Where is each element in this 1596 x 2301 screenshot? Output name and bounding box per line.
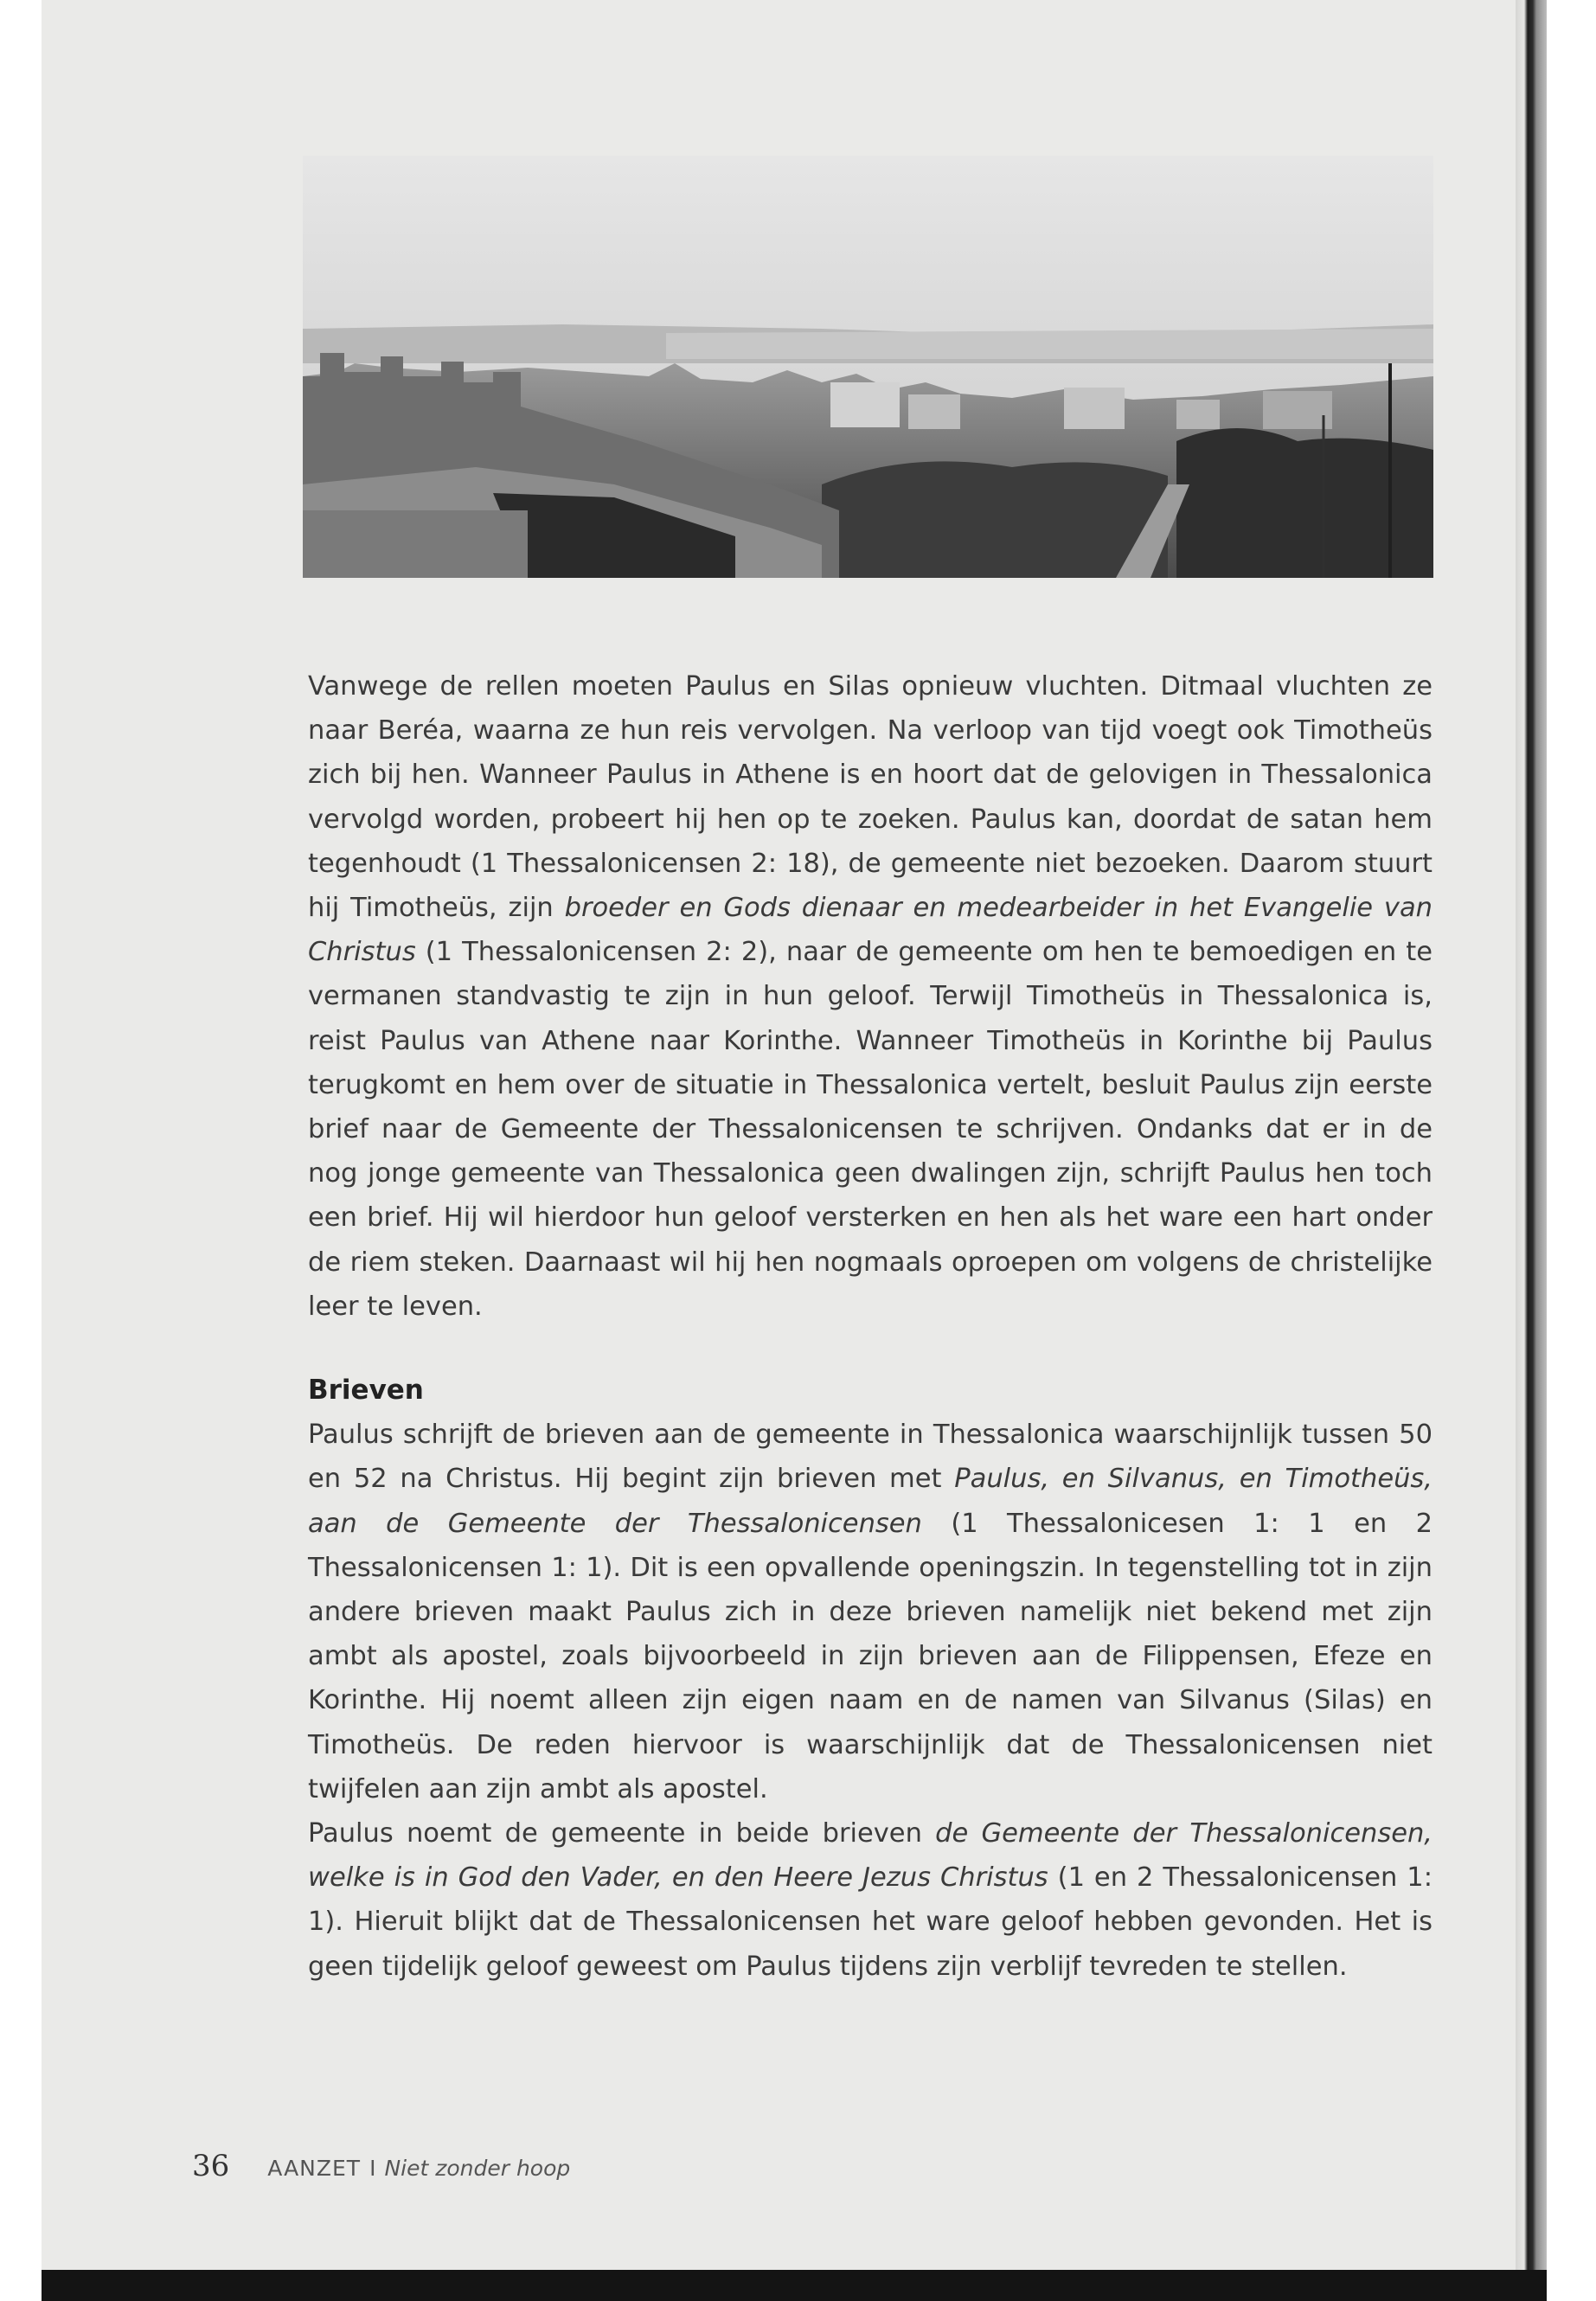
paragraph-text: (1 Thessalonicesen 1: 1 en 2 Thessalonicensen 1: 1). Dit is een opvallende openingszin. In tegenstelling tot in zijn andere brieven maakt Paulus zich in deze brieven namelijk niet bekend met zijn ambt als apostel, zoals bijvoorbeeld in zijn brieven aan de Filippensen, Efeze en Korinthe. Hij noemt alleen zijn eigen naam en de namen van Silvanus (Silas) en Timotheüs. De reden hiervoor is waarschijnlijk dat de Thessalonicensen niet twijfelen aan zijn ambt als apostel.	[308, 1508, 1433, 1804]
city-panorama-photo	[303, 156, 1433, 578]
bible-quote: de Gemeente der Thessalonicensen, welke is in God den Vader, en den Heere Jezus Christus	[308, 1818, 1433, 1894]
book-subtitle: Niet zonder hoop	[384, 2156, 571, 2181]
page-footer	[192, 2149, 570, 2183]
bible-quote: Paulus, en Silvanus, en Timotheüs, aan de Gemeente der Thessalonicensen	[308, 1464, 1433, 1539]
article-body	[308, 664, 1433, 1989]
paragraph-text: Paulus schrijft de brieven aan de gemeente in Thessalonica waarschijnlijk tussen 50 en 52 na Christus. Hij begint zijn brieven met	[308, 1420, 1433, 1495]
paragraph-intro	[308, 664, 1433, 1329]
bible-quote: broeder en Gods dienaar en medearbeider in het Evangelie van Christus	[308, 893, 1433, 968]
sea	[666, 329, 1433, 359]
footer-separator: I	[369, 2156, 376, 2181]
tree-canopy	[1176, 428, 1433, 578]
photo-illustration	[303, 156, 1433, 578]
apartment-block	[830, 382, 900, 427]
running-title: AANZET	[267, 2156, 362, 2181]
apartment-block	[1263, 391, 1332, 429]
apartment-block	[1064, 388, 1125, 429]
paragraph-text: (1 en 2 Thessalonicensen 1: 1). Hieruit blijkt dat de Thessalonicensen het ware geloof hebben gevonden. Het is geen tijdelijk geloof geweest om Paulus tijdens zijn verblijf tevreden te stellen.	[308, 1862, 1433, 1982]
paragraph-gemeente	[308, 1811, 1433, 1989]
section-heading: Brieven	[308, 1375, 424, 1407]
page-bottom-edge	[42, 2270, 1547, 2301]
tree-canopy	[822, 461, 1168, 578]
apartment-block	[908, 394, 960, 429]
wall-face	[303, 510, 528, 578]
paragraph-text: Paulus noemt de gemeente in beide brieven	[308, 1818, 936, 1849]
apartment-block	[1176, 400, 1220, 429]
paragraph-text: (1 Thessalonicensen 2: 2), naar de gemeente om hen te bemoedigen en te vermanen standvastig te zijn in hun geloof. Terwijl Timotheüs in Thessalonica is, reist Paulus van Athene naar Korinthe. Wanneer Timotheüs in Korinthe bij Paulus terugkomt en hem over de situatie in Thessalonica vertelt, besluit Paulus zijn eerste brief naar de Gemeente der Thessalonicensen te schrijven. Ondanks dat er in de nog jonge gemeente van Thessalonica geen dwalingen zijn, schrijft Paulus hen toch een brief. Hij wil hierdoor hun geloof versterken en hen als het ware een hart onder de riem steken. Daarnaast wil hij hen nogmaals oproepen om volgens de christelijke leer te leven.	[308, 937, 1433, 1322]
book-spine-edge	[1516, 0, 1547, 2301]
paragraph-text: Vanwege de rellen moeten Paulus en Silas opnieuw vluchten. Ditmaal vluchten ze naar Beréa, waarna ze hun reis vervolgen. Na verloop van tijd voegt ook Timotheüs zich bij hen. Wanneer Paulus in Athene is en hoort dat de gelovigen in Thessalonica vervolgd worden, probeert hij hen op te zoeken. Paulus kan, doordat de satan hem tegenhoudt (1 Thessalonicensen 2: 18), de gemeente niet bezoeken. Daarom stuurt hij Timotheüs, zijn	[308, 671, 1433, 924]
page-number: 36	[192, 2149, 230, 2183]
paragraph-brieven	[308, 1413, 1433, 1811]
